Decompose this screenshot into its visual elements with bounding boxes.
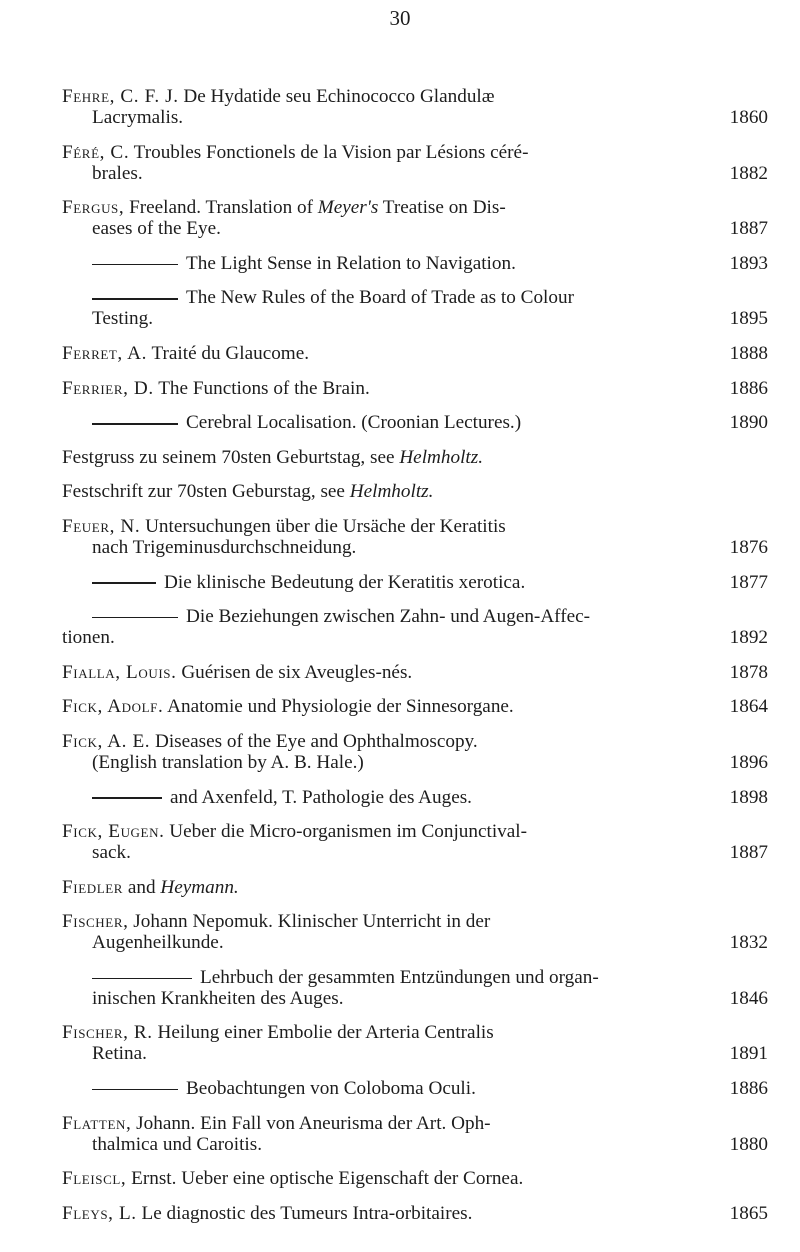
bibliography-entry [62, 606, 768, 648]
bibliography-entry [62, 1113, 768, 1155]
entry-year: 1877 [729, 571, 768, 593]
entry-title-continued: Lacrymalis. [92, 107, 184, 128]
author-name: Ferret, A. [62, 342, 148, 364]
entry-title: Ueber die Micro-organismen im Conjunctival- [169, 821, 528, 843]
entry-title: The Functions of the Brain. [158, 377, 370, 399]
bibliography-entry [62, 731, 768, 773]
author-name: Fehre, C. F. J. [62, 86, 179, 107]
author-name: Fialla, Louis. [62, 661, 177, 683]
bibliography-entry [62, 412, 768, 433]
entry-title: Festschrift zur 70sten Geburstag, see [62, 481, 345, 503]
entry-title: Johann. Ein Fall von Aneurisma der Art. Oph- [136, 1112, 491, 1134]
author-name: Fleys, L. [62, 1202, 137, 1224]
bibliography-entry [62, 481, 768, 502]
entry-year: 1886 [729, 377, 768, 399]
bibliography-entry [62, 447, 768, 468]
bibliography-entry [62, 287, 768, 329]
entry-title: Festgruss zu seinem 70sten Geburtstag, see [62, 446, 395, 468]
entry-year: 1860 [729, 107, 768, 128]
entry-title: Beobachtungen von Coloboma Oculi. [186, 1078, 476, 1100]
author-name: Fischer, R. [62, 1022, 153, 1044]
entry-title: Heilung einer Embolie der Arteria Centralis [157, 1022, 494, 1044]
entry-year: 1878 [729, 661, 768, 683]
entry-title-italic: Heymann. [160, 876, 239, 898]
entry-title: Die klinische Bedeutung der Keratitis xerotica. [164, 571, 526, 593]
entry-title-continued: thalmica und Caroitis. [92, 1133, 262, 1155]
entry-title: The Light Sense in Relation to Navigation. [186, 252, 516, 274]
bibliography-entry [62, 877, 768, 898]
entry-title-italic: Meyer's [317, 197, 379, 219]
entry-title: and Axenfeld, T. Pathologie des Auges. [170, 786, 472, 808]
entry-title: Le diagnostic des Tumeurs Intra-orbitaires. [141, 1202, 473, 1224]
entry-year: 1888 [729, 342, 768, 364]
bibliography-list [62, 86, 768, 1237]
entry-title: Anatomie und Physiologie der Sinnesorgane. [167, 696, 514, 718]
entry-title-italic: Helmholtz. [349, 481, 434, 503]
entry-title: Troubles Fonctionels de la Vision par Lésions céré- [133, 141, 529, 163]
bibliography-entry [62, 378, 768, 399]
bibliography-entry [62, 696, 768, 717]
entry-year: 1893 [729, 252, 768, 274]
author-name: Fick, Eugen. [62, 821, 165, 843]
entry-year: 1886 [729, 1078, 768, 1100]
entry-title-continued: eases of the Eye. [92, 218, 221, 240]
bibliography-entry [62, 572, 768, 593]
entry-title: Freeland. Translation of [129, 197, 313, 219]
entry-title-continued: Augenheilkunde. [92, 932, 224, 954]
ditto-dash [92, 978, 192, 980]
entry-title: De Hydatide seu Echinococco Glandulæ [183, 86, 495, 107]
author-name: Fergus, [62, 197, 125, 219]
bibliography-entry [62, 967, 768, 1009]
entry-title-continued: Testing. [92, 308, 154, 330]
bibliography-entry [62, 343, 768, 364]
ditto-dash [92, 298, 178, 300]
bibliography-entry [62, 86, 768, 128]
entry-year: 1887 [729, 218, 768, 240]
entry-year: 1895 [729, 308, 768, 330]
entry-year: 1890 [729, 412, 768, 434]
entry-title-italic: Helmholtz. [399, 446, 484, 468]
entry-title-continued: (English translation by A. B. Hale.) [92, 751, 364, 773]
entry-title-continued: inischen Krankheiten des Auges. [92, 987, 344, 1009]
entry-title: Lehrbuch der gesammten Entzündungen und organ- [200, 966, 599, 988]
entry-title-continued: brales. [92, 162, 143, 184]
bibliography-entry [62, 516, 768, 558]
bibliography-entry [62, 197, 768, 239]
entry-year: 1876 [729, 536, 768, 558]
entry-year: 1832 [729, 932, 768, 954]
entry-year: 1882 [729, 162, 768, 184]
bibliography-entry [62, 662, 768, 683]
entry-title: Untersuchungen über die Ursäche der Keratitis [145, 515, 506, 537]
entry-title-continued: tionen. [62, 627, 115, 649]
entry-title: and [127, 876, 156, 898]
author-name: Flatten, [62, 1112, 132, 1134]
author-name: Fick, Adolf. [62, 696, 164, 718]
entry-year: 1864 [729, 696, 768, 718]
bibliography-entry [62, 821, 768, 863]
entry-title-tail: Treatise on Dis- [382, 197, 506, 219]
author-name: Fleiscl, [62, 1168, 127, 1190]
entry-year: 1865 [729, 1202, 768, 1224]
entry-year: 1896 [729, 751, 768, 773]
ditto-dash [92, 617, 178, 619]
author-name: Ferrier, D. [62, 377, 154, 399]
author-name: Feuer, N. [62, 515, 141, 537]
ditto-dash [92, 797, 162, 799]
entry-year: 1898 [729, 786, 768, 808]
entry-year: 1892 [729, 627, 768, 649]
entry-title: Ernst. Ueber eine optische Eigenschaft der Cornea. [131, 1168, 524, 1190]
entry-title: Diseases of the Eye and Ophthalmoscopy. [154, 730, 478, 752]
entry-year: 1846 [729, 987, 768, 1009]
author-name: Féré, C. [62, 141, 130, 163]
ditto-dash [92, 1089, 178, 1091]
author-name: Fick, A. E. [62, 730, 151, 752]
bibliography-entry [62, 1203, 768, 1224]
entry-title: Die Beziehungen zwischen Zahn- und Augen-Affec- [186, 606, 591, 628]
entry-title: Traité du Glaucome. [151, 342, 310, 364]
ditto-dash [92, 423, 178, 425]
entry-title-continued: sack. [92, 842, 131, 864]
entry-title-continued: Retina. [92, 1043, 147, 1065]
entry-title-continued: nach Trigeminusdurchschneidung. [92, 536, 357, 558]
ditto-dash [92, 264, 178, 266]
bibliography-entry [62, 1078, 768, 1099]
bibliography-entry [62, 1022, 768, 1064]
entry-year: 1891 [729, 1043, 768, 1065]
entry-title: The New Rules of the Board of Trade as to Colour [186, 287, 574, 309]
bibliography-entry [62, 1168, 768, 1189]
bibliography-entry [62, 142, 768, 184]
entry-year: 1887 [729, 842, 768, 864]
bibliography-entry [62, 787, 768, 808]
bibliography-entry [62, 911, 768, 953]
entry-title: Johann Nepomuk. Klinischer Unterricht in der [133, 911, 491, 933]
page-number: 30 [389, 6, 411, 30]
author-name: Fiedler [62, 876, 124, 898]
author-name: Fischer, [62, 911, 129, 933]
entry-year: 1880 [729, 1133, 768, 1155]
ditto-dash [92, 582, 156, 584]
entry-title: Cerebral Localisation. (Croonian Lectures.) [186, 412, 522, 434]
bibliography-entry [62, 253, 768, 274]
entry-title: Guérisen de six Aveugles-nés. [181, 661, 413, 683]
